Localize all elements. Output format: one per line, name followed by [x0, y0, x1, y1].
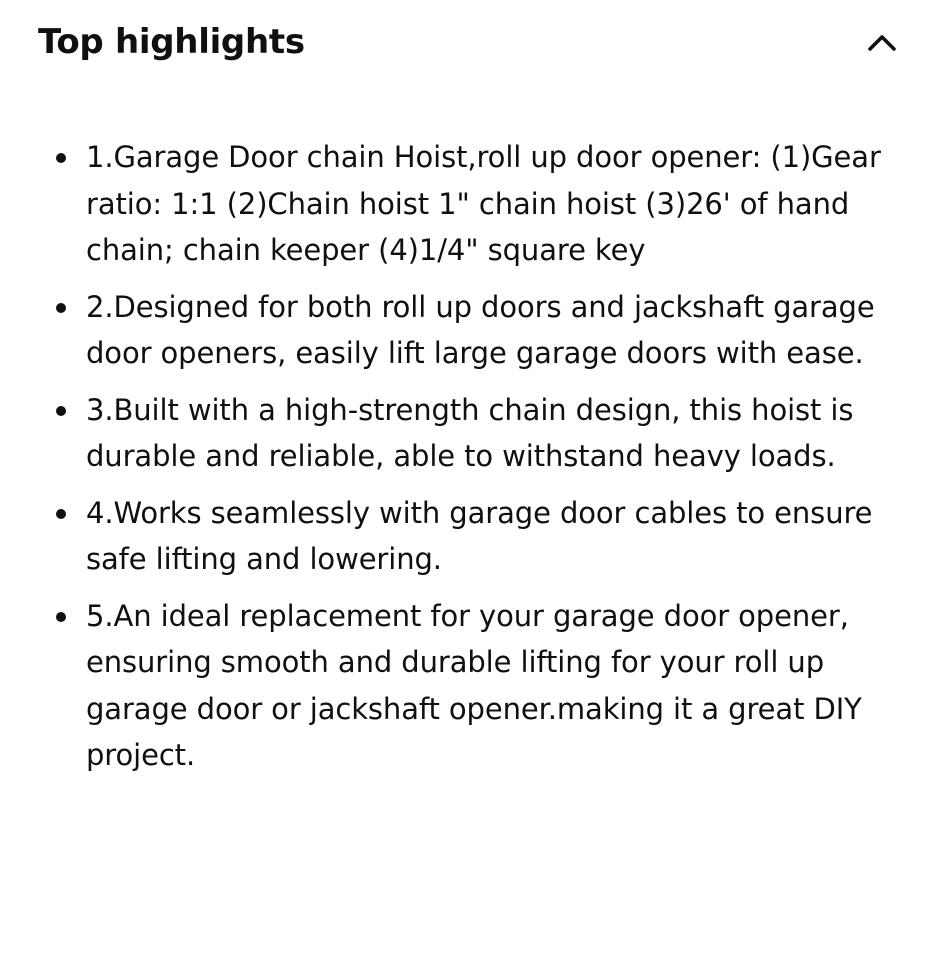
section-title: Top highlights [38, 22, 305, 62]
highlights-list [52, 134, 902, 789]
highlight-text: 1.Garage Door chain Hoist,roll up door opener: (1)Gear ratio: 1:1 (2)Chain hoist 1" chain hoist (3)26' of hand chain; chain keeper (4)1/4" square key [86, 140, 881, 267]
highlight-text: 2.Designed for both roll up doors and jackshaft garage door openers, easily lift large garage doors with ease. [86, 289, 875, 370]
list-item [52, 593, 902, 779]
bullet-icon [56, 303, 66, 313]
list-item [52, 134, 902, 274]
list-item [52, 284, 902, 377]
bullet-icon [56, 406, 66, 416]
highlight-text: 5.An ideal replacement for your garage door opener, ensuring smooth and durable lifting for your roll up garage door or jackshaft opener.making it a great DIY project. [86, 598, 862, 772]
bullet-icon [56, 153, 66, 163]
section-header[interactable] [38, 14, 898, 70]
bullet-icon [56, 509, 66, 519]
highlight-text: 3.Built with a high-strength chain design, this hoist is durable and reliable, able to withstand heavy loads. [86, 392, 854, 473]
highlight-text: 4.Works seamlessly with garage door cables to ensure safe lifting and lowering. [86, 495, 873, 576]
list-item [52, 387, 902, 480]
bullet-icon [56, 612, 66, 622]
list-item [52, 490, 902, 583]
chevron-up-icon[interactable] [862, 22, 902, 62]
